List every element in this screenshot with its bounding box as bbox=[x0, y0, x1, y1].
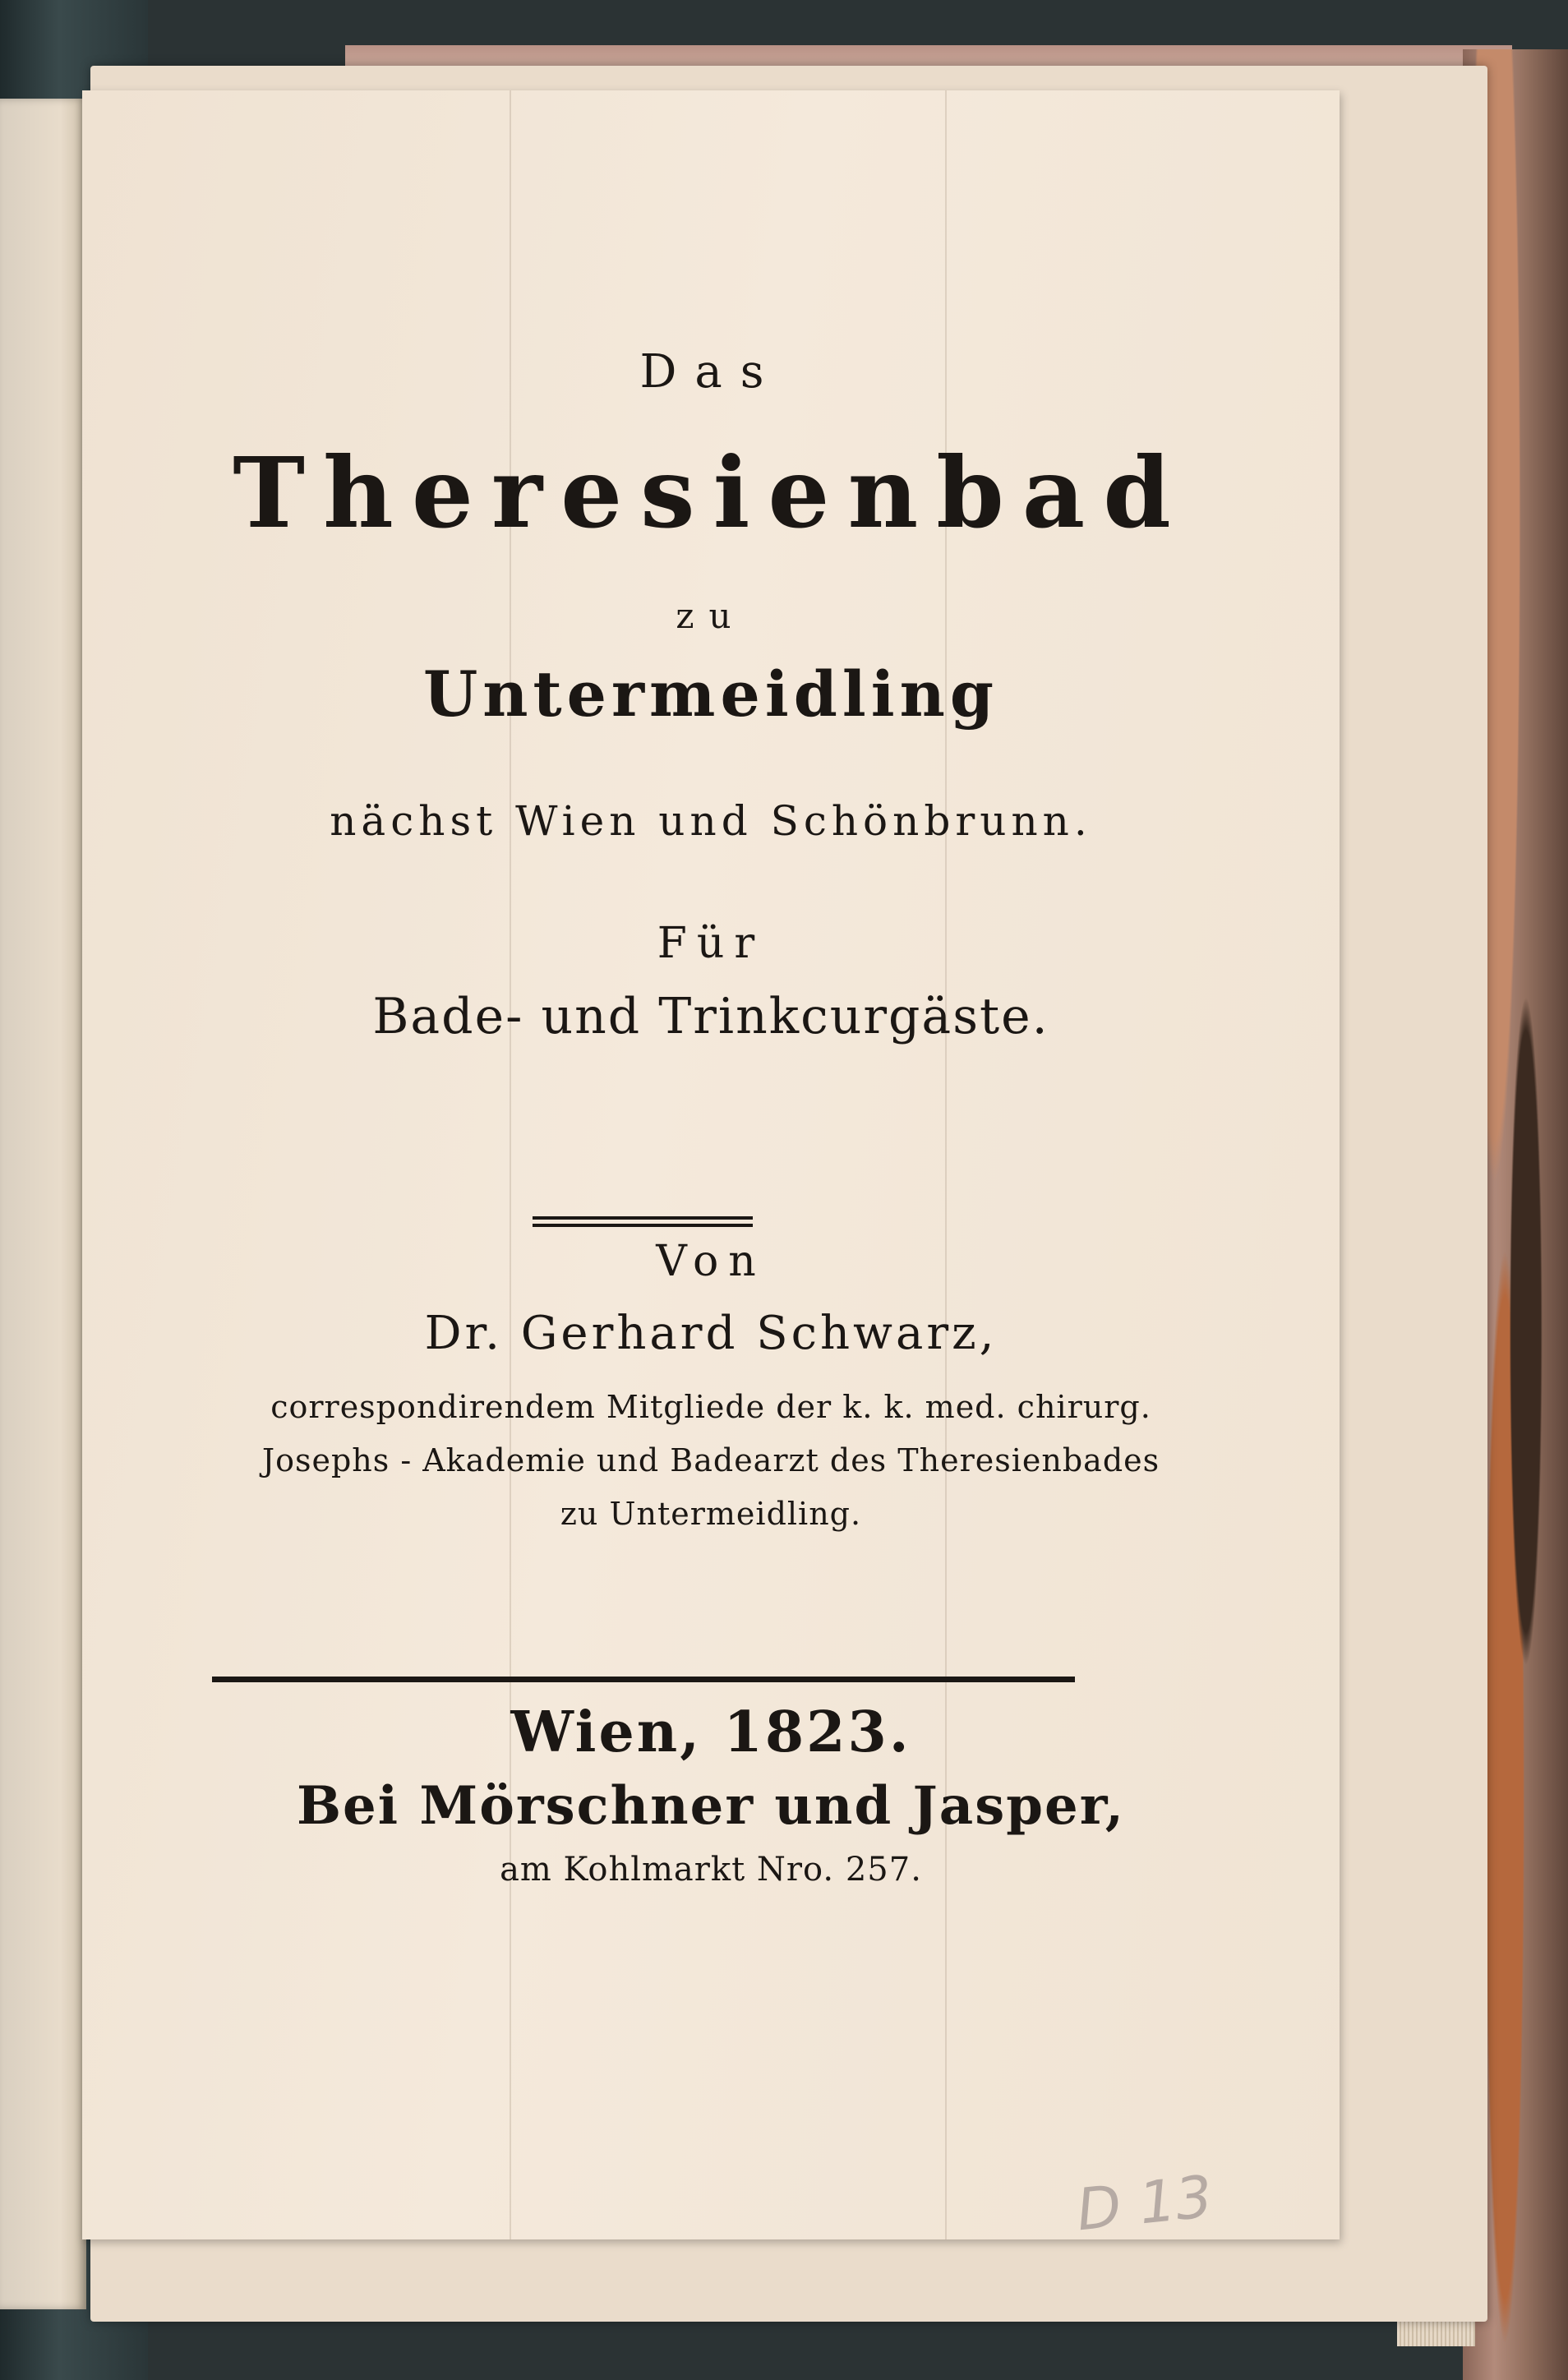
author-name: Dr. Gerhard Schwarz, bbox=[424, 1307, 998, 1360]
facing-page-edge bbox=[0, 99, 86, 2309]
by-label: Von bbox=[656, 1237, 766, 1286]
publisher-address: am Kohlmarkt Nro. 257. bbox=[500, 1851, 922, 1889]
publisher-name: Bei Mörschner und Jasper, bbox=[296, 1775, 1126, 1837]
double-rule-bottom bbox=[533, 1224, 753, 1227]
audience-line: Bade- und Trinkcurgäste. bbox=[372, 988, 1049, 1045]
double-rule-top bbox=[533, 1216, 753, 1220]
affiliation-line: Josephs - Akademie und Badearzt des Theresienbades bbox=[261, 1442, 1160, 1478]
affiliation-line: zu Untermeidling. bbox=[560, 1496, 862, 1532]
title-preposition: zu bbox=[676, 596, 746, 636]
title-page bbox=[82, 90, 1340, 2244]
header-word: Das bbox=[639, 345, 782, 399]
for-label: Für bbox=[657, 919, 765, 968]
location-line: nächst Wien und Schönbrunn. bbox=[330, 797, 1092, 845]
pencil-shelfmark: D 13 bbox=[1073, 2162, 1216, 2244]
imprint-rule bbox=[212, 1677, 1075, 1682]
affiliation-line: correspondirendem Mitgliede der k. k. med. chirurg. bbox=[270, 1389, 1151, 1425]
place-name: Untermeidling bbox=[423, 657, 998, 731]
main-title: Theresienbad bbox=[233, 436, 1189, 550]
imprint-city-year: Wien, 1823. bbox=[510, 1700, 911, 1765]
page-fold bbox=[510, 90, 511, 2239]
page-fold bbox=[945, 90, 947, 2239]
